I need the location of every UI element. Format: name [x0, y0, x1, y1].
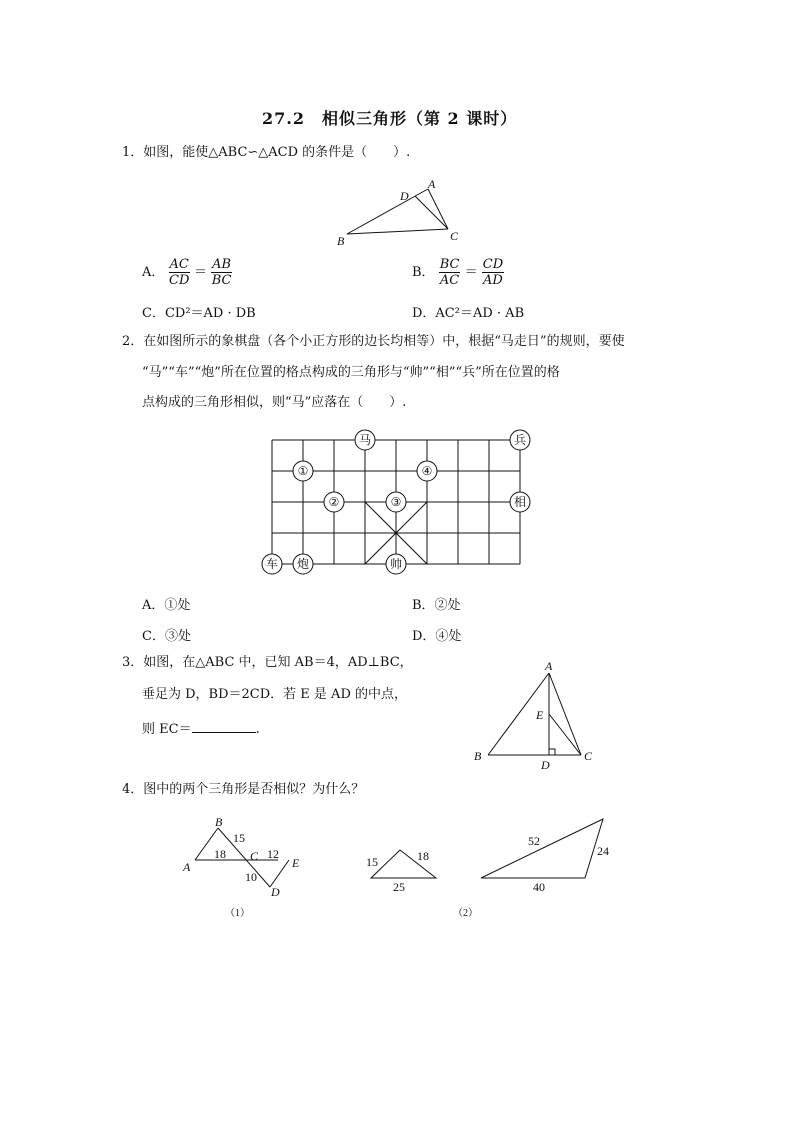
q1-option-a[interactable]: A． $\frac{AC}{CD}$ ＝ $\frac{AB}{BC}$ [142, 257, 232, 288]
q1-segment-dc [415, 196, 448, 229]
q2-option-b[interactable]: B．②处 [412, 598, 461, 613]
q1-option-b-prefix: B． [412, 265, 435, 280]
svg-text:12: 12 [267, 847, 279, 861]
question-1-figure [330, 172, 470, 252]
question-4-figure-2 [360, 810, 620, 920]
q1-option-a-prefix: A． [142, 265, 165, 280]
q1-segment-ba [347, 189, 428, 234]
page-title: 27.2 相似三角形（第 2 课时） [262, 109, 518, 128]
svg-text:炮: 炮 [296, 557, 310, 571]
q1-label-b: B [337, 234, 345, 248]
question-2-line-2: “马”“车”“炮”所在位置的格点构成的三角形与“帅”“相”“兵”所在位置的格 [142, 365, 560, 380]
svg-text:马: 马 [358, 433, 372, 447]
question-4-figure-1 [175, 810, 315, 920]
svg-text:A: A [545, 659, 553, 673]
q1-segment-ac [428, 189, 448, 229]
question-3-figure [466, 655, 606, 775]
chess-board-figure [260, 425, 540, 580]
svg-text:车: 车 [265, 557, 279, 571]
svg-text:B: B [215, 815, 223, 829]
svg-text:10: 10 [245, 870, 257, 884]
svg-text:15: 15 [233, 831, 245, 845]
svg-text:相: 相 [513, 495, 527, 509]
svg-text:兵: 兵 [513, 433, 527, 447]
svg-text:18: 18 [214, 847, 226, 861]
question-1-text: 1．如图，能使△ABC∽△ACD 的条件是（ ）. [122, 145, 411, 160]
svg-text:D: D [541, 758, 550, 772]
svg-text:④: ④ [421, 464, 433, 478]
svg-text:E: E [536, 708, 544, 722]
q1-label-a: A [428, 177, 436, 191]
svg-text:C: C [250, 849, 259, 863]
q1-option-c[interactable]: C．CD²＝AD · DB [142, 306, 256, 321]
q1-option-d[interactable]: D．AC²＝AD · AB [412, 306, 525, 321]
question-4-text: 4．图中的两个三角形是否相似？为什么？ [122, 782, 365, 797]
svg-text:E: E [292, 856, 300, 870]
q1-option-b[interactable]: B． $\frac{BC}{AC}$ ＝ $\frac{CD}{AD}$ [412, 257, 504, 288]
q2-option-d[interactable]: D．④处 [412, 629, 462, 644]
question-3-line-1: 3．如图，在△ABC 中，已知 AB＝4，AD⊥BC， [122, 655, 413, 670]
q2-option-c[interactable]: C．③处 [142, 629, 191, 644]
svg-text:②: ② [328, 495, 340, 509]
question-3-line-3: 则 EC＝ . [142, 722, 260, 737]
svg-text:（2）: （2） [453, 908, 478, 919]
svg-text:C: C [584, 749, 593, 763]
svg-text:D: D [271, 885, 280, 899]
question-2-line-3: 点构成的三角形相似，则“马”应落在（ ）. [142, 395, 407, 410]
svg-text:A: A [183, 860, 191, 874]
svg-text:帅: 帅 [389, 557, 403, 571]
question-2-line-1: 2．在如图所示的象棋盘（各个小正方形的边长均相等）中，根据“马走日”的规则，要使 [122, 334, 625, 349]
svg-text:40: 40 [533, 880, 545, 894]
svg-text:15: 15 [366, 855, 378, 869]
svg-text:24: 24 [597, 844, 609, 858]
q1-label-d: D [400, 189, 409, 203]
svg-text:③: ③ [390, 495, 402, 509]
svg-text:52: 52 [528, 834, 540, 848]
svg-text:18: 18 [417, 849, 429, 863]
svg-text:25: 25 [393, 880, 405, 894]
q1-label-c: C [450, 229, 459, 243]
question-3-line-2: 垂足为 D，BD＝2CD．若 E 是 AD 的中点， [142, 687, 408, 702]
q1-segment-bc [347, 229, 448, 234]
answer-blank-ec[interactable] [192, 720, 256, 733]
svg-text:（1）: （1） [225, 908, 250, 919]
q2-option-a[interactable]: A．①处 [142, 598, 191, 613]
svg-text:B: B [474, 749, 482, 763]
svg-text:①: ① [297, 464, 309, 478]
